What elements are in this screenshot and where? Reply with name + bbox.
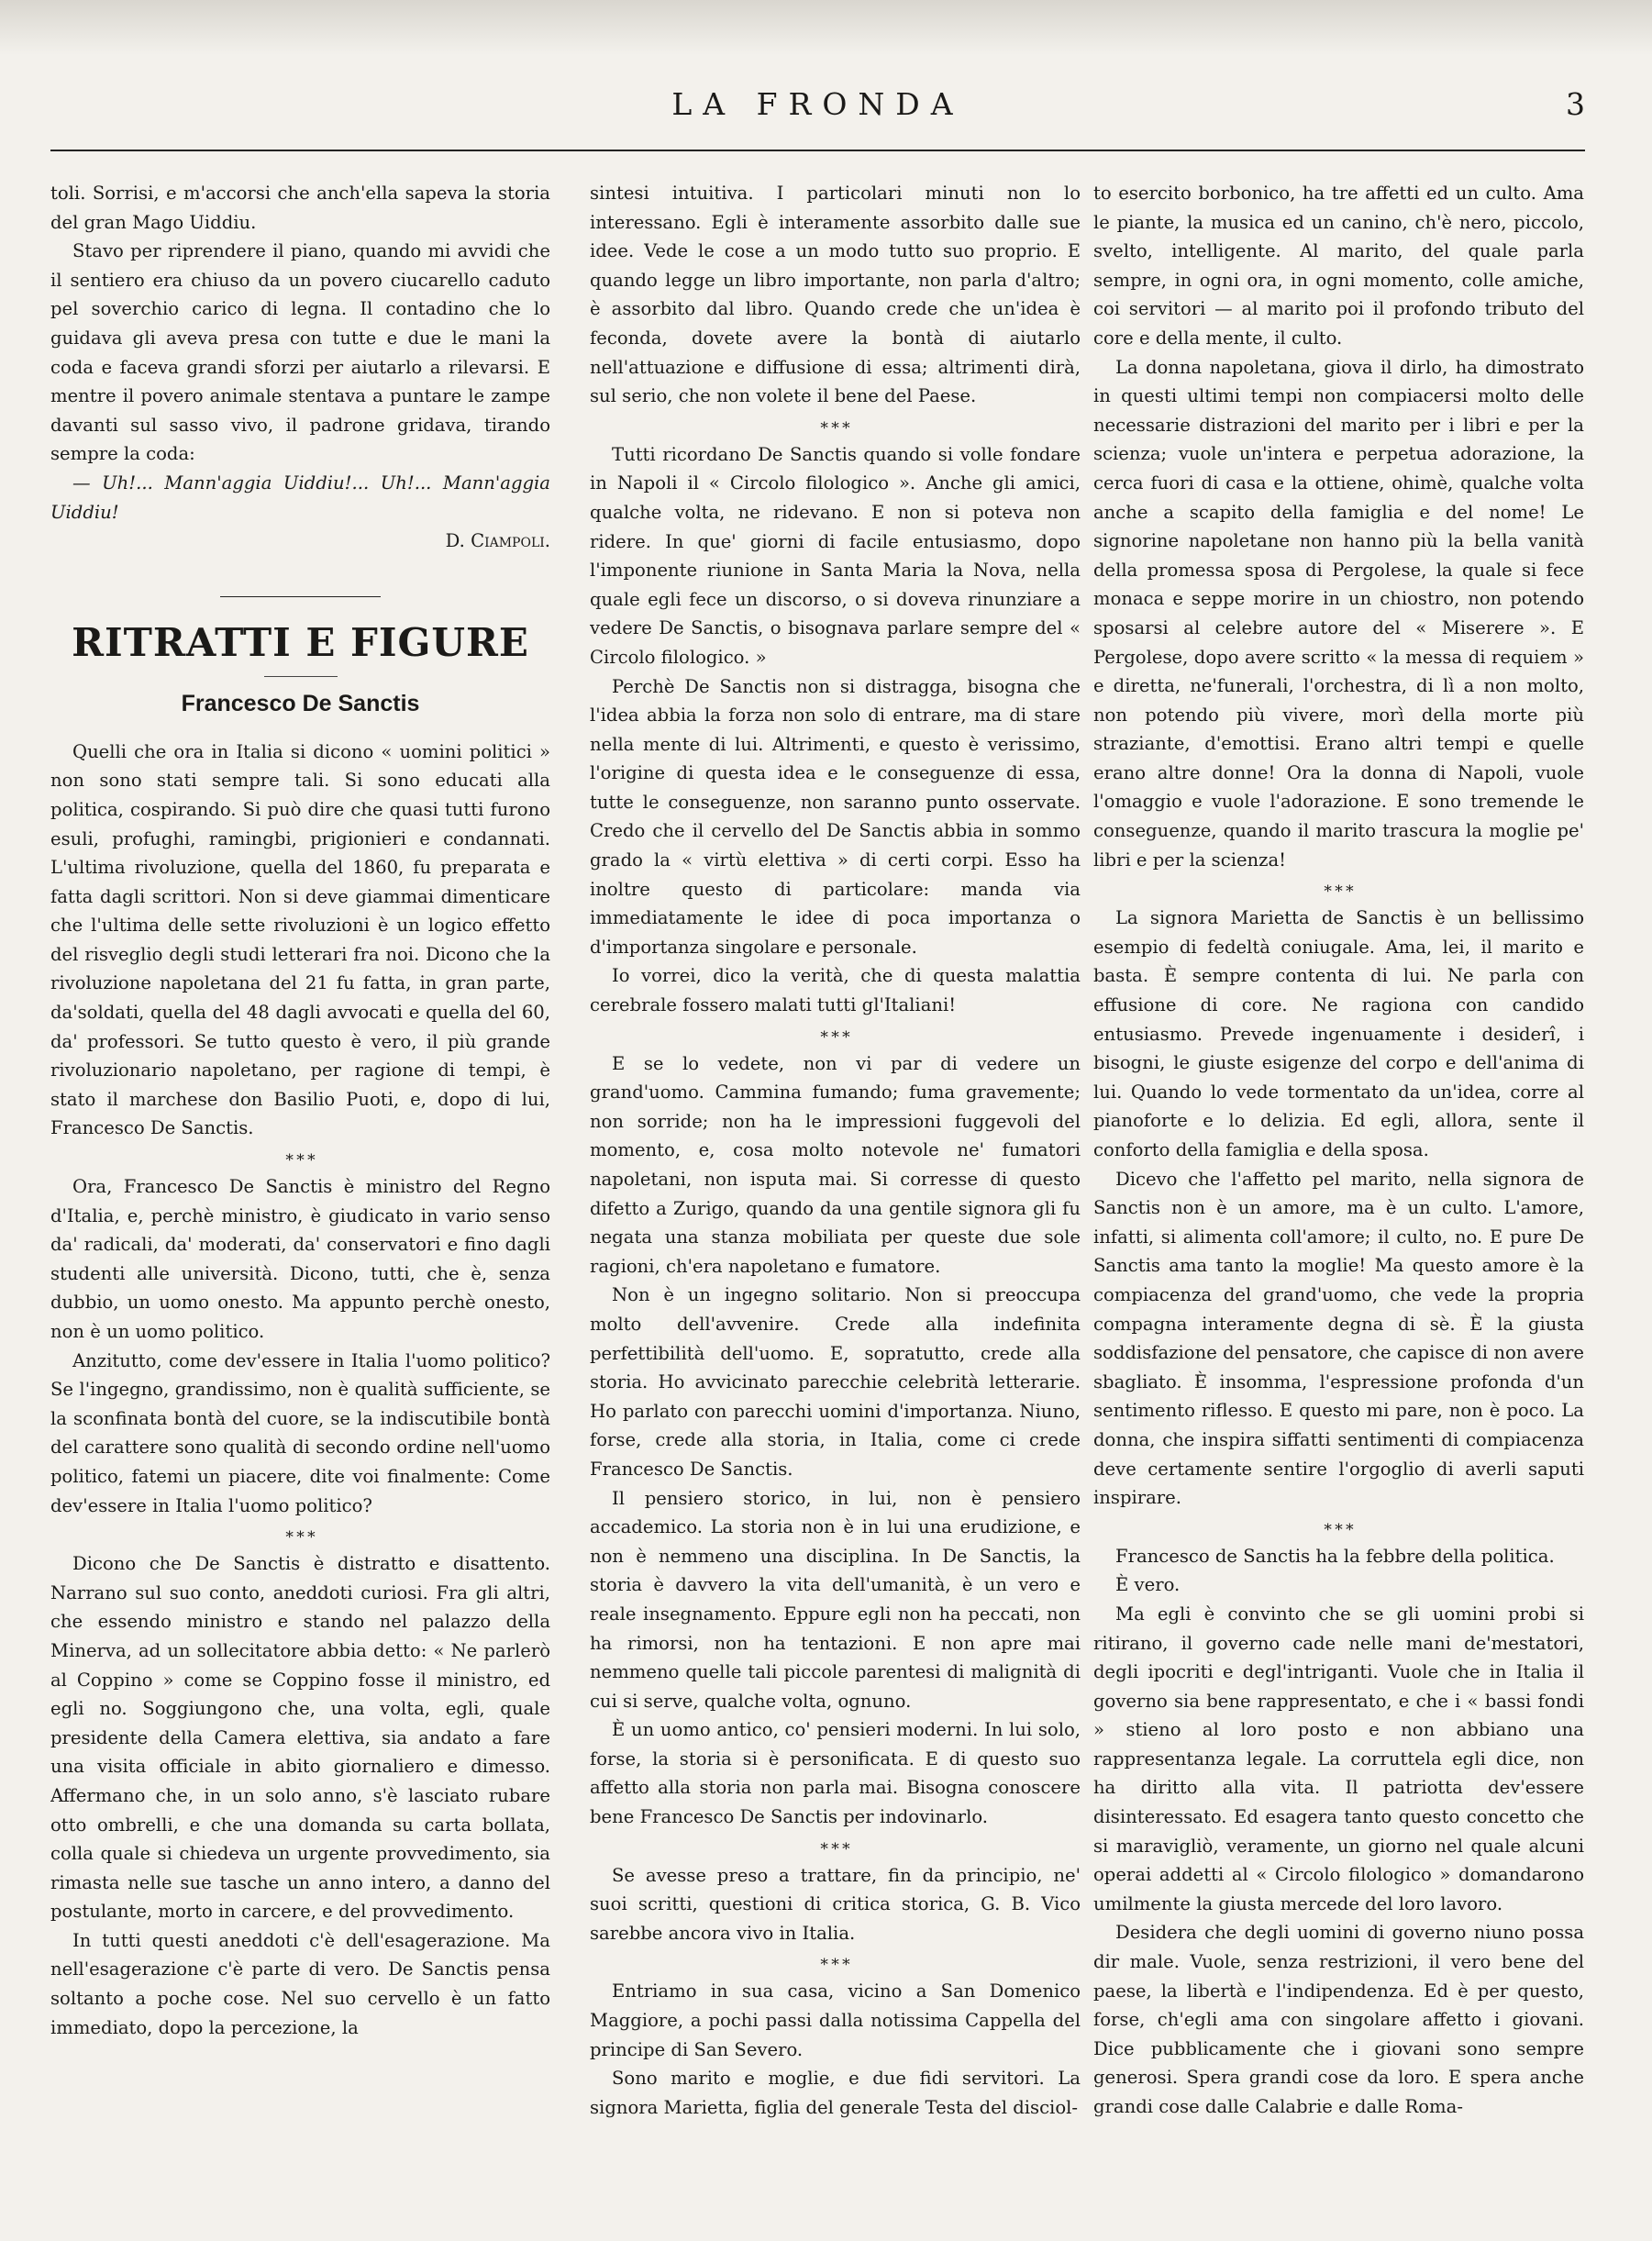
section-divider <box>220 596 381 597</box>
paragraph: toli. Sorrisi, e m'accorsi che anch'ella sapeva la storia del gran Mago Uiddiu. <box>50 183 550 233</box>
asterism: * * * <box>285 1528 316 1548</box>
paragraph: La signora Marietta de Sanctis è un bellissimo esempio di fedeltà coniugale. Ama, lei, il marito e basta. È sempre contenta di lui. Ne parla con effusione di core. Ne ragiona con candido entusiasmo. Prevede ingenuamente i desiderî, i bisogni, le giuste esigenze del corpo e dell'anima di lui. Quando lo vede tormentato da un'idea, corre al pianoforte e lo delizia. Ed egli, allora, sente il conforto della famiglia e della sposa. <box>1093 907 1584 1160</box>
paragraph: Quelli che ora in Italia si dicono « uomini politici » non sono stati sempre tali. Si sono educati alla politica, cospirando. Si può dire che quasi tutti furono esuli, profughi, ramingbi, prigionieri e condannati. L'ultima rivoluzione, quella del 1860, fu preparata e fatta dagli scrittori. Non si deve giammai dimenticare che l'ultima delle sette rivoluzioni è un logico effetto del risveglio degli studi letterari fra noi. Dicono che la rivoluzione napoletana del 21 fu fatta, in gran parte, da'soldati, quella del 48 dagli avvocati e quella del 60, da' professori. Se tutto questo è vero, il più grande rivoluzionario napoletano, per ragione di tempi, è stato il marchese don Basilio Puoti, e, dopo di lui, Francesco De Sanctis. <box>50 740 550 1139</box>
paragraph: La donna napoletana, giova il dirlo, ha dimostrato in questi ultimi tempi non compiacersi molto delle necessarie distrazioni del marito per i libri e per la scienza; vuole un'intera e perpetua adorazione, la cerca fuori di casa e la ottiene, ohimè, qualche volta anche a scapito della famiglia e del nome! Le signorine napoletane non hanno più la bella vanità della promessa sposa di Pergolese, la quale si fece monaca e seppe morire in un chiostro, non potendo sposarsi al celebre autore del « Miserere ». E Pergolese, dopo avere scritto « la messa di requiem » e diretta, ne'funerali, l'orchestra, di lì a non molto, non potendo più vivere, morì della morte più straziante, d'emottisi. Erano altri tempi e quelle erano altre donne! Ora la donna di Napoli, vuole l'omaggio e vuole l'adorazione. E sono tremende le conseguenze, quando il marito trascura la moglie pe' libri e per la scienza! <box>1093 356 1584 871</box>
paragraph: to esercito borbonico, ha tre affetti ed un culto. Ama le piante, la musica ed un canino, ch'è nero, piccolo, svelto, intelligente. Al marito, del quale parla sempre, in ogni ora, in ogni momento, colle amiche, coi servitori — al marito poi il profondo tributo del core e della mente, il culto. <box>1093 183 1584 349</box>
paragraph: Dicono che De Sanctis è distratto e disattento. Narrano sul suo conto, aneddoti curiosi. Fra gli altri, che essendo ministro e stando nel palazzo della Minerva, ad un sollecitatore abbia detto: « Ne parlerò al Coppino » come se Coppino fosse il ministro, ed egli no. Soggiungono che, una volta, egli, quale presidente della Camera elettiva, sia andato a fare una visita officiale in abito giornaliero e dimesso. Affermano che, in un solo anno, s'è lasciato rubare otto ombrelli, e che una domanda su carta bollata, colla quale si chiedeva un urgente provvedimento, sia rimasta nelle sue tasche un anno intero, a danno del postulante, morto in carcere, e del provvedimento. <box>50 1553 550 1923</box>
asterism: * * * <box>820 1027 850 1047</box>
dialect-quote <box>50 469 550 527</box>
paragraph: Desidera che degli uomini di governo niuno possa dir male. Vuole, senza restrizioni, il vero bene del paese, la libertà e l'indipendenza. Ed è per questo, forse, ch'egli ama con singolare affetto i giovani. Dice pubblicamente che i giovani sono sempre generosi. Spera grandi cose da loro. E spera anche grandi cose dalle Calabrie e dalle Roma- <box>1093 1922 1584 2117</box>
column-1 <box>50 179 550 2215</box>
title-rule <box>264 676 338 677</box>
masthead <box>50 81 1585 127</box>
column-2 <box>590 179 1081 2215</box>
paragraph: È vero. <box>1115 1574 1181 1596</box>
paragraph: sintesi intuitiva. I particolari minuti non lo interessano. Egli è interamente assorbito dalle sue idee. Vede le cose a un modo tutto suo proprio. E quando legge un libro importante, non parla d'altro; è assorbito dal libro. Quando crede che un'idea è feconda, dovete avere la bontà di aiutarlo nell'attuazione e diffusione di essa; altrimenti dirà, sul serio, che non volete il bene del Paese. <box>590 183 1081 407</box>
paragraph: Entriamo in sua casa, vicino a San Domenico Maggiore, a pochi passi dalla notissima Cappella del principe di San Severo. <box>590 1980 1081 2060</box>
newspaper-title: LA FRONDA <box>671 86 964 122</box>
paragraph: Non è un ingegno solitario. Non si preoccupa molto dell'avvenire. Crede alla indefinita perfettibilità dell'uomo. E, sopratutto, crede alla storia. Ho avvicinato parecchie celebrità letterarie. Ho parlato con parecchi uomini d'importanza. Niuno, forse, crede alla storia, in Italia, come ci crede Francesco De Sanctis. <box>590 1284 1081 1480</box>
paragraph: È un uomo antico, co' pensieri moderni. In lui solo, forse, la storia si è personificata. E di questo suo affetto alla storia non parla mai. Bisogna conoscere bene Francesco De Sanctis per indovinarlo. <box>590 1719 1081 1828</box>
paragraph: Dicevo che l'affetto pel marito, nella signora de Sanctis non è un amore, ma è un culto. L'amore, infatti, si alimenta coll'amore; il culto, no. E pure De Sanctis ama tanto la moglie! Ma questo amore è la compiacenza del grand'uomo, che vede la propria compagna interamente degna di sè. È la giusta soddisfazione del pensatore, che capisce di non avere sbagliato. È insomma, l'espressione profonda d'un sentimento riflesso. E questo mi pare, non è poco. La donna, che inspira siffatti sentimenti di compiacenza deve certamente sentire l'orgoglio di averli saputi inspirare. <box>1093 1168 1584 1509</box>
asterism: * * * <box>820 1839 850 1858</box>
paragraph: Se avesse preso a trattare, fin da principio, ne' suoi scritti, questioni di critica storica, G. B. Vico sarebbe ancora vivo in Italia. <box>590 1864 1081 1944</box>
paragraph: Ora, Francesco De Sanctis è ministro del Regno d'Italia, e, perchè ministro, è giudicato in vario senso da' radicali, da' moderati, da' conservatori e fino dagli studenti alle università. Dicono, tutti, che è, senza dubbio, un uomo onesto. Ma appunto perchè onesto, non è un uomo politico. <box>50 1176 550 1342</box>
paragraph: Io vorrei, dico la verità, che di questa malattia cerebrale fossero malati tutti gl'Italiani! <box>590 965 1081 1016</box>
paragraph: Francesco de Sanctis ha la febbre della politica. <box>1115 1545 1555 1567</box>
asterism: * * * <box>820 418 850 438</box>
author-signature: D. Ciampoli. <box>445 530 550 552</box>
asterism: * * * <box>820 1956 850 1975</box>
paragraph: Anzitutto, come dev'essere in Italia l'uomo politico? Se l'ingegno, grandissimo, non è qualità sufficiente, se la sconfinata bontà del cuore, se la indiscutibile bontà del carattere sono qualità di secondo ordine nell'uomo politico, fatemi un piacere, dite voi finalmente: Come dev'essere in Italia l'uomo politico? <box>50 1349 550 1516</box>
paragraph: Il pensiero storico, in lui, non è pensiero accademico. La storia non è in lui una erudizione, e non è nemmeno una disciplina. In De Sanctis, la storia è davvero la vita dell'umanità, è un vero e reale insegnamento. Eppure egli non ha peccati, non ha rimorsi, non ha tentazioni. E non apre mai nemmeno quelle tali piccole parentesi di malignità di cui si serve, qualche volta, ognuno. <box>590 1487 1081 1712</box>
quote-text: — Uh!... Mann'aggia Uiddiu!... Uh!... Mann'aggia Uiddiu! <box>50 471 550 523</box>
paragraph: Perchè De Sanctis non si distragga, bisogna che l'idea abbia la forza non solo di entrare, ma di stare nella mente di lui. Altrimenti, e questo è verissimo, l'origine di questa idea e le conseguenze di essa, tutte le conseguenze, non saranno punto osservate. Credo che il cervello del De Sanctis abbia in sommo grado la « virtù elettiva » di certi corpi. Esso ha inoltre questo di particolare: manda via immediatamente le idee di poca importanza o d'importanza singolare e personale. <box>590 675 1081 958</box>
header-rule <box>50 150 1585 151</box>
article-title: Francesco De Sanctis <box>181 690 420 716</box>
page-number: 3 <box>1566 86 1585 122</box>
asterism: * * * <box>285 1151 316 1170</box>
asterism: * * * <box>1324 1520 1354 1539</box>
paragraph: Stavo per riprendere il piano, quando mi avvidi che il sentiero era chiuso da un povero ciucarello caduto pel soverchio carico di legna. Il contadino che lo guidava gli aveva presa con tutte e due le mani la coda e faceva grandi sforzi per aiutarlo a rilevarsi. E mentre il povero animale stentava a puntare le zampe davanti sul sasso vivo, il padrone gridava, tirando sempre la coda: <box>50 240 550 465</box>
column-3 <box>1093 179 1584 2215</box>
asterism: * * * <box>1324 882 1354 902</box>
paragraph: E se lo vedete, non vi par di vedere un grand'uomo. Cammina fumando; fuma gravemente; non sorride; non ha le impressioni fuggevoli del momento, e, cosa molto notevole ne' fumatori napoletani, non isputa mai. Si corresse di questo difetto a Zurigo, quando da una gentile signora gli fu negata una stanza mobiliata per queste due sole ragioni, ch'era napoletano e fumatore. <box>590 1052 1081 1277</box>
paragraph: Sono marito e moglie, e due fidi servitori. La signora Marietta, figlia del generale Testa del disciol- <box>590 2068 1081 2118</box>
paragraph: Ma egli è convinto che se gli uomini probi si ritirano, il governo cade nelle mani de'mestatori, degli ipocriti e degl'intriganti. Vuole che in Italia il governo sia bene rappresentato, e che i « bassi fondi » stieno al loro posto e non abbiano una rappresentanza legale. La corruttela egli dice, non ha diritto alla vita. Il patriotta dev'essere disinteressato. Ed esagera tanto questo concetto che si maravigliò, veramente, un giorno nel quale alcuni operai addetti al « Circolo filologico » domandarono umilmente la giusta mercede del loro lavoro. <box>1093 1603 1584 1914</box>
paragraph: Tutti ricordano De Sanctis quando si volle fondare in Napoli il « Circolo filologico ». Anche gli amici, qualche volta, ne ridevano. E non si poteva non ridere. In que' giorni di facile entusiasmo, dopo l'imponente riunione in Santa Maria la Nova, nella quale egli fece un discorso, o si doveva rinunziare a vedere De Sanctis, o bisognava parlare sempre del « Circolo filologico. » <box>590 443 1081 668</box>
section-title: RITRATTI E FIGURE <box>72 619 529 665</box>
paragraph: In tutti questi aneddoti c'è dell'esagerazione. Ma nell'esagerazione c'è parte di vero. De Sanctis pensa soltanto a poche cose. Nel suo cervello è un fatto immediato, dopo la percezione, la <box>50 1929 550 2038</box>
